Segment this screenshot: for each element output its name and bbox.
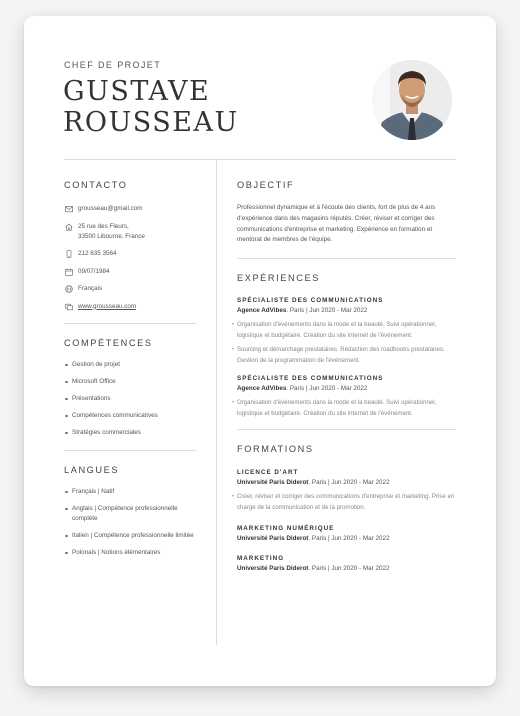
skill-item: Stratégies commerciales (64, 428, 196, 438)
education-entry (237, 525, 456, 542)
language-item: Français | Natif (64, 487, 196, 497)
skill-item: Microsoft Office (64, 377, 196, 387)
education-details: . Paris | Jun 2020 - Mar 2022 (308, 565, 390, 573)
job-desc: • Sourcing et démarchage prestataires. Rédaction des roadbooks prestataires. Gestion de la programmation de l'événement. (232, 346, 445, 364)
education-school: Université Paris Diderot (237, 479, 309, 487)
contact-title: CONTACTO (64, 180, 128, 190)
objective-title: OBJECTIF (237, 180, 295, 190)
website-link[interactable]: www.grousseau.com (78, 302, 137, 310)
first-name: GUSTAVE (63, 76, 211, 107)
job-company: Agence AdVibes (237, 307, 287, 315)
education-school: Université Paris Diderot (237, 565, 309, 573)
skills-divider (64, 450, 196, 451)
skill-item: Présentations (64, 394, 196, 404)
experience-divider (237, 429, 456, 430)
profile-photo (372, 60, 452, 140)
home-icon (64, 222, 73, 232)
language-item: Italien | Compétence professionnelle limitée (64, 531, 196, 541)
full-name (63, 76, 239, 138)
calendar-icon (64, 267, 73, 277)
experience-title: EXPÉRIENCES (237, 273, 320, 284)
job-company: Agence AdVibes (237, 385, 287, 393)
job-entry (232, 375, 456, 419)
contact-list (64, 204, 196, 312)
languages-list (64, 487, 196, 558)
job-subtitle: CHEF DE PROJET (64, 60, 162, 70)
address-line2: 33500 Libourne, France (78, 232, 145, 240)
address-line1: 25 rue des Fleurs, (78, 222, 129, 230)
objective-divider (237, 258, 456, 259)
address-text (78, 222, 145, 242)
education-entry (232, 469, 456, 513)
education-desc: • Créer, réviser et corriger des communications d'entreprise et marketing. Prise en charge de la communication et de la promotion. (232, 493, 455, 511)
skill-item: Compétences communicatives (64, 411, 196, 421)
email-text[interactable]: grousseau@gmail.com (78, 205, 143, 212)
education-title-item: MARKETING NUMÉRIQUE (237, 525, 335, 533)
link-icon (64, 302, 73, 312)
job-org (237, 385, 456, 392)
last-name: ROUSSEAU (63, 107, 239, 138)
mail-icon (64, 204, 73, 214)
contact-phone (64, 249, 196, 259)
education-details: . Paris | Jun 2020 - Mar 2022 (308, 479, 390, 487)
skills-list (64, 360, 196, 438)
education-title-item: LICENCE D'ART (237, 469, 299, 477)
language-text: Français (78, 285, 103, 292)
languages-title: LANGUES (64, 464, 120, 475)
birthdate-text: 09/07/1984 (78, 267, 110, 275)
job-title: SPÉCIALISTE DES COMMUNICATIONS (237, 375, 384, 383)
header-divider (64, 159, 456, 160)
language-item: Anglais | Compétence professionnelle complète (64, 504, 196, 524)
right-column (232, 180, 456, 573)
education-org (237, 479, 456, 486)
job-details: . Paris | Jun 2020 - Mar 2022 (286, 307, 368, 315)
job-desc-text: Organisation d'événements dans la mode et la beauté. Suivi opérationnel, logistique et budgétaire. Création du site internet de l'événement. (237, 399, 437, 417)
contact-birthdate (64, 267, 196, 277)
job-desc: • Organisation d'événements dans la mode et la beauté. Suivi opérationnel, logistique et budgétaire. Création du site internet de l'événement. (232, 321, 437, 339)
job-desc-text: Sourcing et démarchage prestataires. Rédaction des roadbooks prestataires. Gestion de la programmation de l'événement. (237, 346, 445, 364)
education-org (237, 535, 456, 542)
job-desc: • Organisation d'événements dans la mode et la beauté. Suivi opérationnel, logistique et budgétaire. Création du site internet de l'événement. (232, 399, 437, 417)
left-column (64, 180, 196, 558)
education-school: Université Paris Diderot (237, 535, 309, 543)
contact-language (64, 284, 196, 294)
contact-divider (64, 323, 196, 324)
job-desc-text: Organisation d'événements dans la mode et la beauté. Suivi opérationnel, logistique et budgétaire. Création du site internet de l'événement. (237, 321, 437, 339)
skills-title: COMPÉTENCES (64, 337, 153, 348)
phone-text: 212 635 3564 (78, 250, 117, 257)
education-title-item: MARKETING (237, 555, 285, 563)
objective-text: Professionnel dynamique et à l'écoute des clients, fort de plus de 4 ans d'expérience dans des magasins réputés. Créer, réviser et corriger des communications d'entreprise et marketing. Expérience en formation et mentorat de membres de l'équipe. (237, 204, 436, 244)
contact-website (64, 302, 196, 312)
education-entry (237, 555, 456, 572)
column-divider (216, 159, 217, 645)
education-details: . Paris | Jun 2020 - Mar 2022 (308, 535, 390, 543)
contact-address (64, 222, 196, 242)
globe-icon (64, 284, 73, 294)
job-title: SPÉCIALISTE DES COMMUNICATIONS (237, 297, 384, 305)
education-org (237, 565, 456, 572)
education-title: FORMATIONS (237, 444, 314, 455)
phone-icon (64, 249, 73, 259)
job-details: . Paris | Jun 2020 - Mar 2022 (286, 385, 368, 393)
job-org (237, 307, 456, 314)
skill-item: Gestion de projet (64, 360, 196, 370)
contact-email (64, 204, 196, 214)
language-item: Polonais | Notions élémentaires (64, 548, 196, 558)
education-desc-text: Créer, réviser et corriger des communications d'entreprise et marketing. Prise en charge de la communication et de la promotion. (237, 493, 455, 511)
resume-page (24, 16, 496, 686)
job-entry (232, 297, 456, 366)
